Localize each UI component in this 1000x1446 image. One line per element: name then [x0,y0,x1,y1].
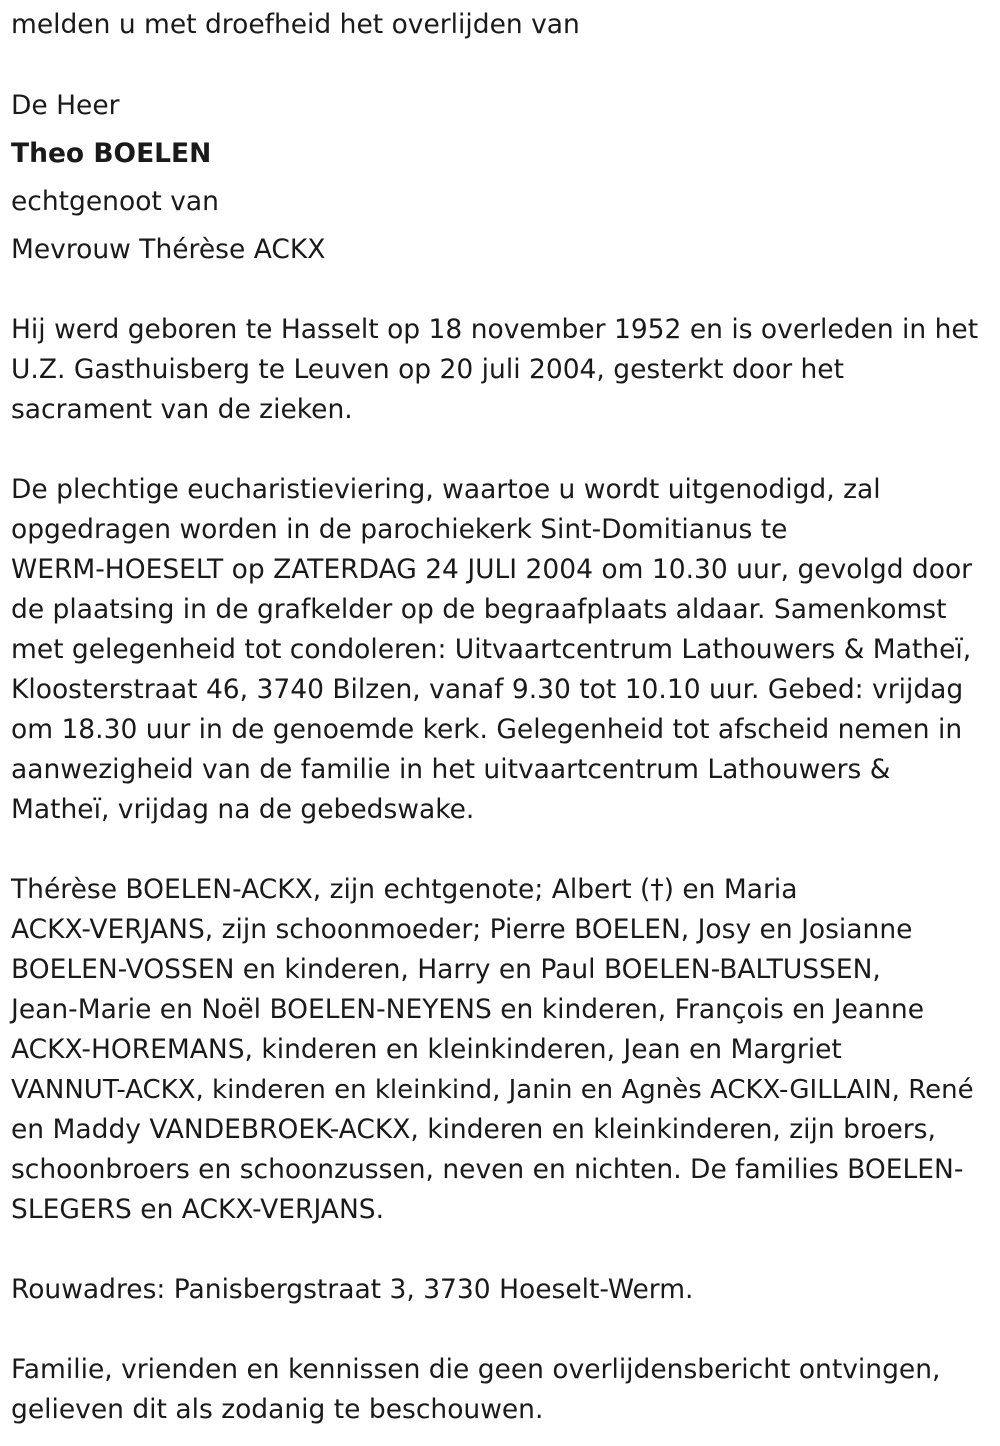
birth-death-line: Hij werd geboren te Hasselt op 18 november 1952 en is overleden in het [11,314,979,345]
ceremony-line: om 18.30 uur in de genoemde kerk. Gelegenheid tot afscheid nemen in [11,714,963,745]
title-text: De Heer [11,90,120,121]
family-line: Thérèse BOELEN-ACKX, zijn echtgenote; Albert (†) en Maria [11,874,798,905]
ceremony-line: Kloosterstraat 46, 3740 Bilzen, vanaf 9.30 tot 10.10 uur. Gebed: vrijdag [11,674,964,705]
family-line: schoonbroers en schoonzussen, neven en nichten. De families BOELEN- [11,1154,964,1185]
deceased-name: Theo BOELEN [11,138,212,169]
family-line: VANNUT-ACKX, kinderen en kleinkind, Janin en Agnès ACKX-GILLAIN, René [11,1075,974,1105]
ceremony-line: aanwezigheid van de familie in het uitvaartcentrum Lathouwers & [11,754,891,785]
ceremony-line: met gelegenheid tot condoleren: Uitvaartcentrum Lathouwers & Matheï, [11,634,972,665]
ceremony-line: opgedragen worden in de parochiekerk Sint-Domitianus te [11,514,788,545]
spouse-name: Mevrouw Thérèse ACKX [11,234,326,265]
ceremony-line: de plaatsing in de grafkelder op de begraafplaats aldaar. Samenkomst [11,594,947,625]
intro-text: melden u met droefheid het overlijden van [11,9,580,40]
closing-line: gelieven dit als zodanig te beschouwen. [11,1394,544,1425]
family-line: SLEGERS en ACKX-VERJANS. [11,1194,385,1225]
birth-death-line: sacrament van de zieken. [11,394,353,425]
birth-death-line: U.Z. Gasthuisberg te Leuven op 20 juli 2004, gesterkt door het [11,354,845,385]
family-line: ACKX-VERJANS, zijn schoonmoeder; Pierre BOELEN, Josy en Josianne [11,914,913,945]
spouse-label: echtgenoot van [11,186,219,217]
closing-line: Familie, vrienden en kennissen die geen overlijdensbericht ontvingen, [11,1354,941,1385]
ceremony-line: De plechtige eucharistieviering, waartoe u wordt uitgenodigd, zal [11,474,881,505]
family-line: en Maddy VANDEBROEK-ACKX, kinderen en kleinkinderen, zijn broers, [11,1114,936,1145]
family-line: BOELEN-VOSSEN en kinderen, Harry en Paul BOELEN-BALTUSSEN, [11,954,881,985]
family-line: ACKX-HOREMANS, kinderen en kleinkinderen, Jean en Margriet [11,1034,842,1065]
mourning-address: Rouwadres: Panisbergstraat 3, 3730 Hoeselt-Werm. [11,1274,694,1305]
family-line: Jean-Marie en Noël BOELEN-NEYENS en kinderen, François en Jeanne [11,994,925,1025]
ceremony-line: WERM-HOESELT op ZATERDAG 24 JULI 2004 om 10.30 uur, gevolgd door [11,554,973,585]
ceremony-line: Matheï, vrijdag na de gebedswake. [11,794,475,825]
